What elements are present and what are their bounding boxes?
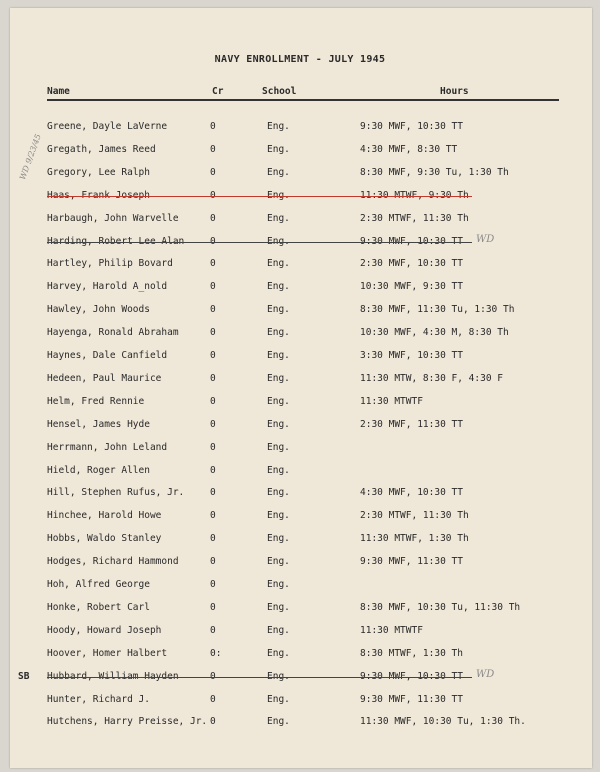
row-hours: 2:30 MWF, 11:30 TT (360, 418, 463, 430)
table-row (0, 487, 600, 509)
row-credit: 0 (210, 143, 216, 155)
table-row (0, 121, 600, 143)
row-school: Eng. (267, 143, 290, 155)
table-row (0, 668, 600, 693)
row-name: Hield, Roger Allen (47, 464, 150, 476)
withdrawn-note: WD (476, 668, 495, 680)
strikethrough-line (47, 677, 472, 678)
row-hours: 11:30 MTWTF (360, 624, 423, 636)
row-name: Hartley, Philip Bovard (47, 258, 173, 270)
row-hours: 10:30 MWF, 9:30 TT (360, 281, 463, 293)
table-row (0, 373, 600, 395)
row-name: Hensel, James Hyde (47, 418, 150, 430)
row-hours: 10:30 MWF, 4:30 M, 8:30 Th (360, 327, 509, 339)
row-credit: 0 (210, 212, 216, 224)
row-name: Hubbard, William Hayden (47, 670, 179, 682)
header-cr: Cr (212, 86, 224, 97)
row-name: Haynes, Dale Canfield (47, 350, 168, 361)
row-credit: 0 (210, 441, 216, 453)
row-hours: 4:30 MWF, 8:30 TT (360, 143, 458, 155)
row-credit: 0 (210, 464, 216, 476)
page-title: NAVY ENROLLMENT - JULY 1945 (214, 54, 386, 65)
row-credit: 0 (210, 235, 216, 247)
row-credit: 0 (210, 281, 216, 293)
table-row (0, 144, 600, 166)
row-name: Hutchens, Harry Preisse, Jr. (47, 716, 208, 728)
table-row (0, 304, 600, 326)
row-name: Gregath, James Reed (47, 143, 156, 155)
header-name: Name (47, 86, 70, 97)
row-name: Harvey, Harold A_nold (47, 281, 168, 293)
header-rule (47, 99, 559, 101)
table-row (0, 465, 600, 487)
row-name: Hoover, Homer Halbert (47, 647, 168, 659)
table-row (0, 442, 600, 464)
row-school: Eng. (267, 487, 290, 499)
withdrawn-note: WD (476, 233, 495, 245)
row-name: Herrmann, John Leland (47, 441, 168, 453)
row-name: Hunter, Richard J. (47, 693, 150, 705)
table-row (0, 694, 600, 716)
table-row (0, 579, 600, 601)
row-school: Eng. (267, 441, 290, 453)
row-school: Eng. (267, 464, 290, 476)
row-credit: 0 (210, 166, 216, 178)
row-school: Eng. (267, 235, 290, 247)
row-hours: 11:30 MTWF, 9:30 Th (360, 189, 469, 201)
row-name: Harding, Robert Lee Alan (47, 235, 185, 247)
strikethrough-line (47, 196, 472, 197)
row-hours: 11:30 MTWF, 1:30 Th (360, 533, 469, 545)
table-row (0, 533, 600, 555)
row-hours: 11:30 MWF, 10:30 Tu, 1:30 Th. (360, 716, 526, 728)
row-school: Eng. (267, 304, 290, 316)
row-hours: 3:30 MWF, 10:30 TT (360, 350, 463, 361)
row-school: Eng. (267, 327, 290, 339)
row-name: Greene, Dayle LaVerne (47, 121, 168, 132)
row-credit: 0 (210, 579, 216, 590)
row-school: Eng. (267, 350, 290, 361)
row-credit: 0 (210, 395, 216, 407)
row-credit: 0 (210, 693, 216, 705)
row-name: Hedeen, Paul Maurice (47, 372, 162, 384)
row-school: Eng. (267, 189, 290, 201)
row-hours: 2:30 MTWF, 11:30 Th (360, 510, 469, 522)
table-row (0, 556, 600, 578)
row-hours: 9:30 MWF, 10:30 TT (360, 235, 463, 247)
table-row (0, 396, 600, 418)
strikethrough-line (47, 242, 472, 243)
row-hours: 8:30 MWF, 11:30 Tu, 1:30 Th (360, 304, 515, 316)
row-credit: 0 (210, 487, 216, 499)
table-row (0, 602, 600, 624)
row-hours: 9:30 MWF, 10:30 TT (360, 121, 463, 132)
table-row (0, 625, 600, 647)
row-hours: 8:30 MWF, 10:30 Tu, 11:30 Th (360, 601, 521, 613)
table-row (0, 233, 600, 258)
row-name: Hawley, John Woods (47, 304, 150, 316)
row-credit: 0 (210, 372, 216, 384)
row-school: Eng. (267, 556, 290, 568)
row-hours: 9:30 MWF, 10:30 TT (360, 670, 463, 682)
row-school: Eng. (267, 281, 290, 293)
row-credit: 0: (210, 647, 222, 659)
row-name: Hobbs, Waldo Stanley (47, 533, 162, 545)
row-credit: 0 (210, 510, 216, 522)
table-row (0, 419, 600, 441)
row-school: Eng. (267, 716, 290, 728)
table-row (0, 716, 600, 738)
row-credit: 0 (210, 327, 216, 339)
row-side-mark: SB (18, 670, 30, 682)
row-hours: 2:30 MTWF, 11:30 Th (360, 212, 469, 224)
row-credit: 0 (210, 533, 216, 545)
row-school: Eng. (267, 647, 290, 659)
row-school: Eng. (267, 212, 290, 224)
row-name: Hinchee, Harold Howe (47, 510, 162, 522)
row-name: Honke, Robert Carl (47, 601, 150, 613)
header-school: School (262, 86, 297, 97)
row-credit: 0 (210, 716, 216, 728)
row-name: Haas, Frank Joseph (47, 189, 150, 201)
row-school: Eng. (267, 395, 290, 407)
row-hours: 8:30 MWF, 9:30 Tu, 1:30 Th (360, 166, 509, 178)
row-school: Eng. (267, 624, 290, 636)
row-school: Eng. (267, 579, 290, 590)
row-hours: 8:30 MTWF, 1:30 Th (360, 647, 463, 659)
row-credit: 0 (210, 121, 216, 132)
row-credit: 0 (210, 350, 216, 361)
row-hours: 11:30 MTW, 8:30 F, 4:30 F (360, 372, 503, 384)
row-school: Eng. (267, 533, 290, 545)
row-credit: 0 (210, 601, 216, 613)
row-hours: 11:30 MTWTF (360, 395, 423, 407)
row-school: Eng. (267, 372, 290, 384)
row-school: Eng. (267, 166, 290, 178)
table-row (0, 327, 600, 349)
row-credit: 0 (210, 258, 216, 270)
row-name: Hodges, Richard Hammond (47, 556, 179, 568)
table-row (0, 213, 600, 235)
row-credit: 0 (210, 624, 216, 636)
table-row (0, 648, 600, 670)
row-name: Helm, Fred Rennie (47, 395, 145, 407)
row-school: Eng. (267, 510, 290, 522)
table-row (0, 281, 600, 303)
row-name: Hill, Stephen Rufus, Jr. (47, 487, 185, 499)
row-credit: 0 (210, 670, 216, 682)
table-row (0, 258, 600, 280)
row-name: Harbaugh, John Warvelle (47, 212, 179, 224)
header-hours: Hours (440, 86, 469, 97)
row-school: Eng. (267, 693, 290, 705)
row-name: Hoody, Howard Joseph (47, 624, 162, 636)
row-hours: 2:30 MWF, 10:30 TT (360, 258, 463, 270)
row-credit: 0 (210, 304, 216, 316)
table-row (0, 190, 600, 212)
row-school: Eng. (267, 601, 290, 613)
row-school: Eng. (267, 418, 290, 430)
row-name: Hoh, Alfred George (47, 579, 150, 590)
row-name: Hayenga, Ronald Abraham (47, 327, 179, 339)
margin-handwritten-note: WD 9/23/45 (18, 132, 43, 182)
row-hours: 4:30 MWF, 10:30 TT (360, 487, 463, 499)
table-row (0, 510, 600, 532)
row-credit: 0 (210, 418, 216, 430)
row-school: Eng. (267, 670, 290, 682)
row-name: Gregory, Lee Ralph (47, 166, 150, 178)
row-credit: 0 (210, 556, 216, 568)
row-school: Eng. (267, 258, 290, 270)
row-hours: 9:30 MWF, 11:30 TT (360, 556, 463, 568)
row-school: Eng. (267, 121, 290, 132)
table-row (0, 350, 600, 372)
row-credit: 0 (210, 189, 216, 201)
table-row (0, 167, 600, 189)
row-hours: 9:30 MWF, 11:30 TT (360, 693, 463, 705)
